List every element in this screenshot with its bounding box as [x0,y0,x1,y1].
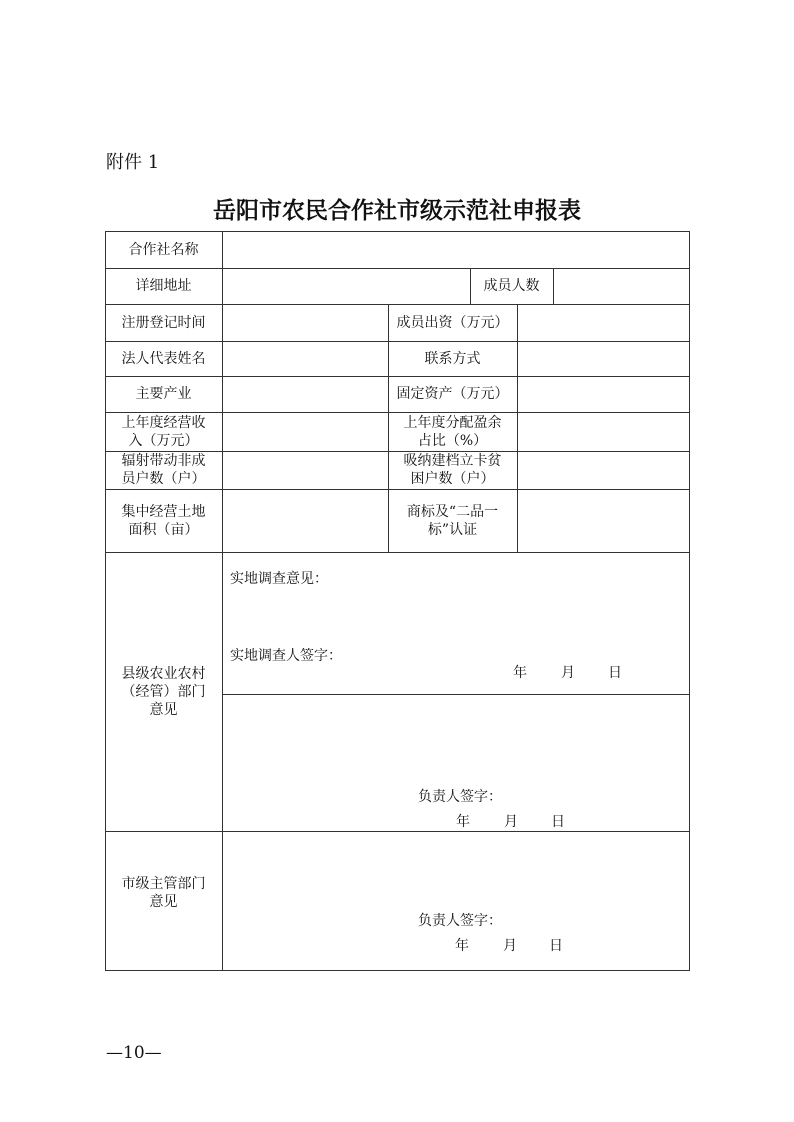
label-legal-rep: 法人代表姓名 [121,350,206,367]
county-date-year: 年 [456,814,470,830]
label-industry: 主要产业 [135,386,192,402]
label-land-line2: 面积（亩） [128,521,199,538]
label-city-dept [105,831,222,970]
label-county-line3: 意见 [149,701,178,718]
page-number: —10— [106,1043,162,1063]
label-poor [388,451,517,489]
label-county-dept [105,552,222,831]
label-brand [388,489,517,552]
label-land [105,489,222,552]
label-member-capital: 成员出资（万元） [396,314,509,331]
survey-opinion-label: 实地调查意见： [230,571,328,587]
label-radiate-line1: 辐射带动非成 [121,453,206,469]
label-radiate [105,451,222,489]
label-income-line1: 上年度经营收 [121,414,206,431]
label-surplus-line1: 上年度分配盈余 [403,414,502,431]
attachment-label: 附件 1 [106,152,160,173]
county-date-day: 日 [551,814,565,830]
label-poor-line2: 困户数（户） [410,471,495,487]
label-land-line1: 集中经营土地 [121,503,206,520]
label-brand-line2: 标”认证 [427,521,478,538]
label-address: 详细地址 [135,278,192,294]
label-fixed-assets: 固定资产（万元） [396,386,509,402]
city-head-sign-label: 负责人签字： [418,913,502,929]
label-radiate-line2: 员户数（户） [121,471,206,487]
label-reg-time: 注册登记时间 [121,314,206,331]
label-brand-line1: 商标及“二品一 [406,503,499,520]
label-poor-line1: 吸纳建档立卡贫 [403,453,502,469]
city-date-month: 月 [503,938,517,954]
county-date-month: 月 [504,814,518,830]
surveyor-sign-label: 实地调查人签字： [230,648,342,664]
page-title: 岳阳市农民合作社市级示范社申报表 [213,197,581,224]
city-date-day: 日 [549,938,563,954]
survey-date-day: 日 [608,665,622,681]
label-city-line1: 市级主管部门 [121,876,206,892]
label-surplus-line2: 占比（%） [417,432,488,449]
label-county-line2: （经管）部门 [121,683,206,700]
label-city-line2: 意见 [149,894,178,910]
label-members: 成员人数 [483,278,540,294]
label-county-line1: 县级农业农村 [121,665,206,682]
survey-date-month: 月 [561,665,575,681]
label-income-line2: 入（万元） [128,432,199,449]
label-coop-name: 合作社名称 [128,241,199,258]
label-income [105,412,222,451]
survey-date-year: 年 [513,665,527,681]
label-contact: 联系方式 [424,350,481,367]
label-surplus [388,412,517,451]
county-head-sign-label: 负责人签字： [418,789,502,805]
city-date-year: 年 [455,938,469,954]
